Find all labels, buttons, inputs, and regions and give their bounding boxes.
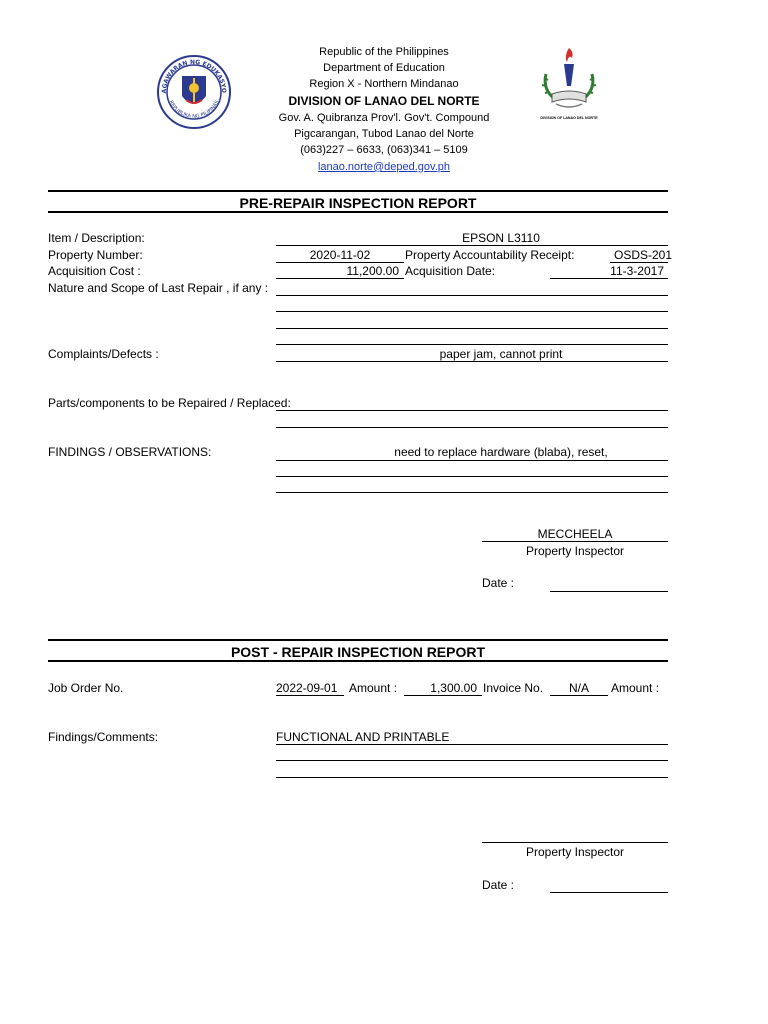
property-number-label: Property Number: — [48, 248, 143, 262]
post-findings-value: FUNCTIONAL AND PRINTABLE — [276, 730, 450, 744]
header-division: DIVISION OF LANAO DEL NORTE — [288, 94, 480, 108]
invoice-value: N/A — [568, 681, 589, 695]
acq-cost-value: 11,200.00 — [346, 264, 399, 278]
pre-date-label: Date : — [482, 576, 515, 590]
last-repair-label: Nature and Scope of Last Repair , if any : — [48, 281, 269, 295]
header-email-link[interactable]: lanao.norte@deped.gov.ph — [317, 161, 451, 173]
job-order-label: Job Order No. — [48, 681, 124, 695]
header-phone: (063)227 – 6633, (063)341 – 5109 — [300, 144, 468, 156]
item-value: EPSON L3110 — [462, 231, 540, 245]
header-address2: Pigcarangan, Tubod Lanao del Norte — [294, 128, 474, 140]
pre-repair-title: PRE-REPAIR INSPECTION REPORT — [239, 195, 477, 211]
parts-label: Parts/components to be Repaired / Replaced: — [48, 396, 291, 410]
property-number-value: 2020-11-02 — [309, 248, 371, 262]
acq-date-value: 11-3-2017 — [610, 264, 664, 278]
header-department: Department of Education — [323, 62, 445, 74]
amount2-label: Amount : — [611, 681, 660, 695]
pre-inspector-name: MECCHEELA — [537, 527, 613, 541]
pre-inspector-role: Property Inspector — [525, 544, 625, 558]
complaints-label: Complaints/Defects : — [48, 347, 159, 361]
findings-label: FINDINGS / OBSERVATIONS: — [48, 445, 212, 459]
seal-top-text: AGAWARAN NG EDUKASYO — [160, 58, 228, 94]
par-value: OSDS-201 — [614, 248, 673, 262]
logo-caption: DIVISION OF LANAO DEL NORTE — [540, 116, 598, 120]
complaints-value: paper jam, cannot print — [439, 347, 563, 361]
acq-cost-label: Acquisition Cost : — [48, 264, 141, 278]
seal-bottom-text: REPUBLIKA NG PILIPINAS — [167, 99, 221, 120]
header-address1: Gov. A. Quibranza Prov'l. Gov't. Compound — [278, 112, 490, 124]
post-findings-label: Findings/Comments: — [48, 730, 159, 744]
amount-label: Amount : — [349, 681, 398, 695]
post-date-label: Date : — [482, 878, 515, 892]
post-repair-title: POST - REPAIR INSPECTION REPORT — [230, 644, 486, 660]
amount-value: 1,300.00 — [430, 681, 477, 695]
par-label: Property Accountability Receipt: — [405, 248, 575, 262]
header-region: Region X - Northern Mindanao — [309, 78, 459, 90]
acq-date-label: Acquisition Date: — [405, 264, 496, 278]
header-republic: Republic of the Philippines — [319, 46, 449, 58]
job-order-value: 2022-09-01 — [276, 681, 338, 695]
post-inspector-role: Property Inspector — [525, 845, 625, 859]
item-label: Item / Description: — [48, 231, 145, 245]
findings-value: need to replace hardware (blaba), reset, — [394, 445, 608, 459]
invoice-label: Invoice No. — [483, 681, 544, 695]
